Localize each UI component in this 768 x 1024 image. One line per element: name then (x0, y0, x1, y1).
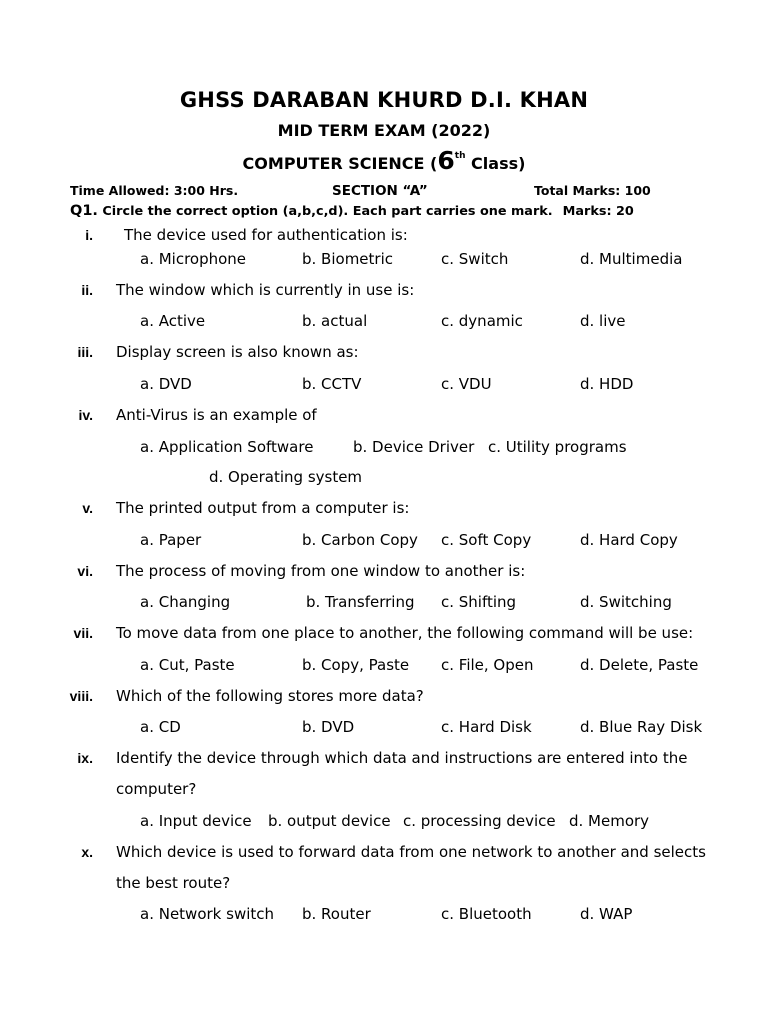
option-d: d. Operating system (209, 468, 363, 486)
option-d: d. HDD (580, 375, 634, 393)
subject-suffix: Class) (465, 154, 526, 173)
option-d: d. Hard Copy (580, 531, 678, 549)
question-number: iv. (78, 407, 93, 423)
question-number: ix. (77, 750, 93, 766)
class-superscript: th (454, 151, 466, 161)
option-b: b. Carbon Copy (302, 531, 418, 549)
question-number: vi. (77, 563, 93, 579)
question-text: To move data from one place to another, the following command will be use: (116, 624, 694, 642)
q1-lead: Q1. (70, 203, 98, 219)
option-c: c. Utility programs (488, 438, 627, 456)
option-a: a. Microphone (140, 250, 247, 268)
option-b: b. DVD (302, 718, 355, 736)
question-number: ii. (81, 282, 93, 298)
section-label: SECTION “A” (332, 183, 428, 199)
question-text: Which device is used to forward data from one network to another and selects (116, 843, 706, 861)
option-d: d. WAP (580, 905, 633, 923)
question-text: The printed output from a computer is: (116, 499, 410, 517)
question-text: Identify the device through which data and instructions are entered into the (116, 749, 688, 767)
exam-title: MID TERM EXAM (2022) (277, 121, 491, 140)
question-number: vii. (73, 625, 93, 641)
question-number: viii. (69, 688, 93, 704)
question-text: Display screen is also known as: (116, 343, 359, 361)
total-marks: Total Marks: 100 (534, 183, 651, 198)
option-a: a. Changing (140, 593, 231, 611)
option-a: a. Paper (140, 531, 202, 549)
option-d: d. Delete, Paste (580, 656, 699, 674)
option-c: c. dynamic (441, 312, 523, 330)
question-text: The device used for authentication is: (124, 226, 408, 244)
option-a: a. Application Software (140, 438, 314, 456)
option-c: c. Soft Copy (441, 531, 532, 549)
question-number: v. (82, 500, 93, 516)
option-b: b. Device Driver (353, 438, 475, 456)
option-b: b. Biometric (302, 250, 393, 268)
question-text: Anti-Virus is an example of (116, 406, 317, 424)
option-d: d. Blue Ray Disk (580, 718, 703, 736)
option-c: c. File, Open (441, 656, 534, 674)
option-b: b. actual (302, 312, 368, 330)
subject-prefix: COMPUTER SCIENCE ( (242, 154, 438, 173)
q1-marks: Marks: 20 (562, 204, 634, 219)
question-text-continued: the best route? (116, 874, 231, 892)
option-c: c. Switch (441, 250, 509, 268)
option-a: a. CD (140, 718, 181, 736)
option-b: b. Router (302, 905, 371, 923)
q1-instruction (70, 203, 634, 219)
question-text: Which of the following stores more data? (116, 687, 424, 705)
school-title: GHSS DARABAN KHURD D.I. KHAN (179, 88, 589, 112)
option-c: c. Shifting (441, 593, 517, 611)
option-a: a. DVD (140, 375, 192, 393)
question-text: The window which is currently in use is: (116, 281, 415, 299)
question-text-continued: computer? (116, 780, 197, 798)
option-c: c. VDU (441, 375, 492, 393)
q1-text: Circle the correct option (a,b,c,d). Each part carries one mark. (102, 204, 553, 219)
option-b: b. output device (268, 812, 391, 830)
option-d: d. Memory (569, 812, 650, 830)
question-number: x. (81, 844, 93, 860)
class-number: 6 (437, 146, 455, 175)
option-c: c. Hard Disk (441, 718, 532, 736)
option-a: a. Input device (140, 812, 252, 830)
option-a: a. Cut, Paste (140, 656, 235, 674)
option-d: d. Multimedia (580, 250, 683, 268)
option-c: c. processing device (403, 812, 556, 830)
option-b: b. CCTV (302, 375, 362, 393)
time-allowed: Time Allowed: 3:00 Hrs. (70, 183, 239, 198)
option-c: c. Bluetooth (441, 905, 532, 923)
option-b: b. Transferring (306, 593, 415, 611)
question-text: The process of moving from one window to another is: (116, 562, 526, 580)
question-number: i. (85, 227, 93, 243)
option-d: d. live (580, 312, 626, 330)
option-a: a. Network switch (140, 905, 275, 923)
option-a: a. Active (140, 312, 206, 330)
subject-title (0, 146, 768, 175)
option-b: b. Copy, Paste (302, 656, 410, 674)
option-d: d. Switching (580, 593, 672, 611)
question-number: iii. (77, 344, 93, 360)
